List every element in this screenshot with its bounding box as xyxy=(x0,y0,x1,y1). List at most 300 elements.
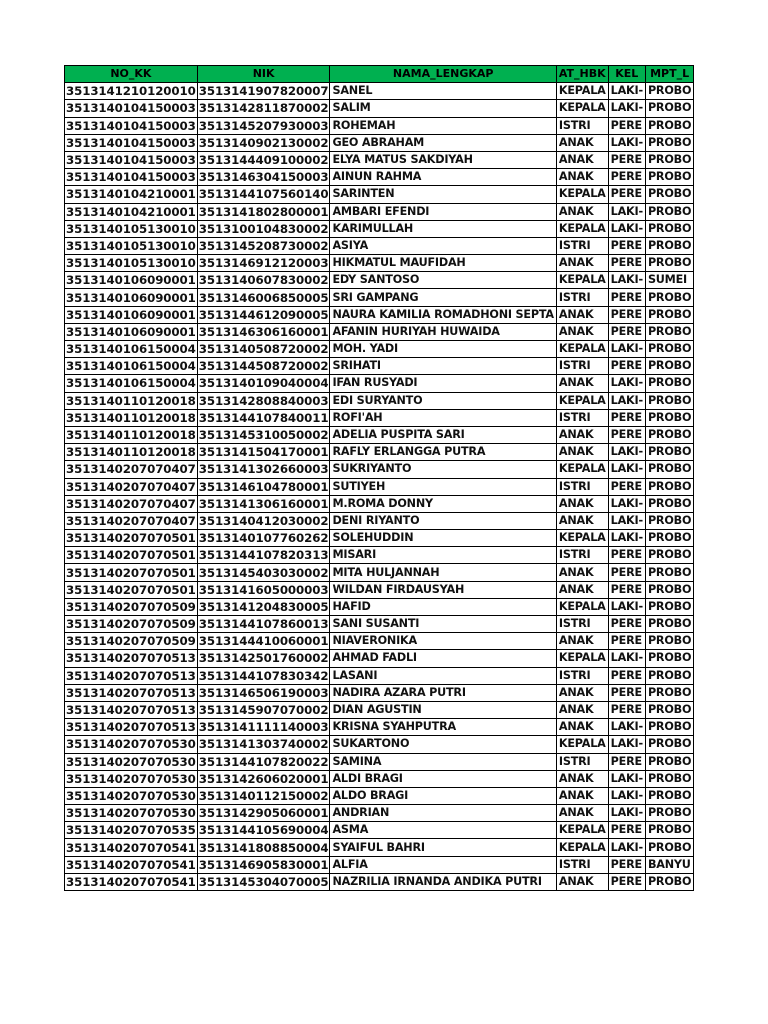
cell-nama-lengkap[interactable]: ALDO BRAGI xyxy=(330,787,556,804)
cell-nik[interactable]: 3513100104830002 xyxy=(198,221,329,236)
cell-tempat-lahir[interactable]: PROBO xyxy=(645,564,693,581)
cell-nama-lengkap[interactable]: MISARI xyxy=(330,547,556,564)
cell-tempat-lahir[interactable]: BANYU xyxy=(645,856,693,873)
cell-tempat-lahir[interactable]: PROBO xyxy=(645,753,693,770)
table-row xyxy=(65,117,694,134)
cell-nik[interactable]: 3513144105690004 xyxy=(198,823,329,838)
cell-nama-lengkap[interactable]: NADIRA AZARA PUTRI xyxy=(330,684,556,701)
cell-no-kk[interactable]: 3513140207070513 xyxy=(66,651,196,666)
cell-nama-lengkap[interactable]: ALDI BRAGI xyxy=(330,770,556,787)
cell-nik[interactable]: 3513141302660003 xyxy=(198,462,329,477)
cell-status-hubungan[interactable]: ANAK xyxy=(556,512,608,529)
cell-tempat-lahir[interactable]: SUMEI xyxy=(645,272,693,289)
cell-nama-lengkap[interactable]: GEO ABRAHAM xyxy=(330,134,556,151)
cell-jenis-kelamin[interactable]: LAKI- xyxy=(608,134,645,151)
table-row xyxy=(65,255,694,272)
cell-jenis-kelamin[interactable]: LAKI- xyxy=(608,461,645,478)
cell-nik[interactable]: 3513146006850005 xyxy=(198,290,329,305)
cell-nik[interactable]: 3513145310050002 xyxy=(198,428,329,443)
cell-jenis-kelamin[interactable]: PERE xyxy=(608,547,645,564)
cell-no-kk[interactable]: 3513140104150003 xyxy=(66,153,196,168)
cell-tempat-lahir[interactable]: PROBO xyxy=(645,787,693,804)
cell-jenis-kelamin[interactable]: PERE xyxy=(608,616,645,633)
cell-nama-lengkap[interactable]: ELYA MATUS SAKDIYAH xyxy=(330,151,556,168)
cell-nik[interactable]: 3513141306160001 xyxy=(198,496,329,511)
cell-nama-lengkap[interactable]: ANDRIAN xyxy=(330,805,556,822)
cell-nik[interactable]: 3513141605000003 xyxy=(198,582,329,597)
cell-nama-lengkap[interactable]: M.ROMA DONNY xyxy=(330,495,556,512)
cell-tempat-lahir[interactable]: PROBO xyxy=(645,684,693,701)
cell-nik[interactable]: 3513144107860013 xyxy=(198,617,329,632)
cell-status-hubungan[interactable]: ANAK xyxy=(556,581,608,598)
cell-nama-lengkap[interactable]: NAURA KAMILIA ROMADHONI SEPTA xyxy=(330,306,556,323)
cell-no-kk[interactable]: 3513140104150003 xyxy=(66,170,196,185)
cell-nama-lengkap[interactable]: HAFID xyxy=(330,598,556,615)
cell-status-hubungan[interactable]: ISTRI xyxy=(556,409,608,426)
cell-nik[interactable]: 3513146104780001 xyxy=(198,479,329,494)
cell-tempat-lahir[interactable]: PROBO xyxy=(645,375,693,392)
cell-tempat-lahir[interactable]: PROBO xyxy=(645,495,693,512)
cell-nama-lengkap[interactable]: SUKARTONO xyxy=(330,736,556,753)
cell-nama-lengkap[interactable]: MITA HULJANNAH xyxy=(330,564,556,581)
table-row xyxy=(65,83,694,100)
cell-jenis-kelamin[interactable]: PERE xyxy=(608,753,645,770)
cell-status-hubungan[interactable]: ANAK xyxy=(556,306,608,323)
cell-nik[interactable]: 3513140112150002 xyxy=(198,788,329,803)
cell-nama-lengkap[interactable]: SANEL xyxy=(330,83,556,100)
cell-nama-lengkap[interactable]: NIAVERONIKA xyxy=(330,633,556,650)
cell-tempat-lahir[interactable]: PROBO xyxy=(645,237,693,254)
cell-nama-lengkap[interactable]: DIAN AGUSTIN xyxy=(330,701,556,718)
cell-no-kk[interactable]: 3513140106150004 xyxy=(66,359,196,374)
cell-status-hubungan[interactable]: ANAK xyxy=(556,134,608,151)
table-row xyxy=(65,684,694,701)
cell-no-kk[interactable]: 3513140207070501 xyxy=(66,582,196,597)
table-row xyxy=(65,547,694,564)
cell-nik[interactable]: 3513144107820313 xyxy=(198,548,329,563)
cell-nama-lengkap[interactable]: ROHEMAH xyxy=(330,117,556,134)
cell-status-hubungan[interactable]: KEPALA xyxy=(556,822,608,839)
cell-nama-lengkap[interactable]: DENI RIYANTO xyxy=(330,512,556,529)
cell-jenis-kelamin[interactable]: LAKI- xyxy=(608,220,645,237)
cell-no-kk[interactable]: 3513140110120018 xyxy=(66,445,196,460)
column-header-jenis-kelamin[interactable]: KEL xyxy=(608,66,645,83)
cell-no-kk[interactable]: 3513140104150003 xyxy=(66,135,196,150)
cell-nama-lengkap[interactable]: SUTIYEH xyxy=(330,478,556,495)
cell-tempat-lahir[interactable]: PROBO xyxy=(645,392,693,409)
cell-status-hubungan[interactable]: KEPALA xyxy=(556,598,608,615)
cell-tempat-lahir[interactable]: PROBO xyxy=(645,822,693,839)
cell-tempat-lahir[interactable]: PROBO xyxy=(645,530,693,547)
cell-no-kk[interactable]: 3513140207070513 xyxy=(66,668,196,683)
cell-jenis-kelamin[interactable]: PERE xyxy=(608,289,645,306)
cell-nik[interactable]: 3513142905060001 xyxy=(198,806,329,821)
cell-nik[interactable]: 3513146506190003 xyxy=(198,685,329,700)
cell-no-kk[interactable]: 3513140207070509 xyxy=(66,634,196,649)
cell-nik[interactable]: 3513145907070002 xyxy=(198,703,329,718)
cell-nik[interactable]: 3513145403030002 xyxy=(198,565,329,580)
cell-nik[interactable]: 3513140107760262 xyxy=(198,531,329,546)
cell-nik[interactable]: 3513140412030002 xyxy=(198,513,329,528)
cell-no-kk[interactable]: 3513140207070541 xyxy=(66,857,196,872)
cell-jenis-kelamin[interactable]: PERE xyxy=(608,701,645,718)
cell-status-hubungan[interactable]: ANAK xyxy=(556,719,608,736)
cell-status-hubungan[interactable]: KEPALA xyxy=(556,650,608,667)
cell-jenis-kelamin[interactable]: PERE xyxy=(608,667,645,684)
cell-status-hubungan[interactable]: KEPALA xyxy=(556,83,608,100)
cell-status-hubungan[interactable]: ANAK xyxy=(556,805,608,822)
cell-nik[interactable]: 3513141504170001 xyxy=(198,445,329,460)
cell-nik[interactable]: 3513140508720002 xyxy=(198,342,329,357)
cell-status-hubungan[interactable]: ANAK xyxy=(556,787,608,804)
cell-nama-lengkap[interactable]: HIKMATUL MAUFIDAH xyxy=(330,255,556,272)
cell-jenis-kelamin[interactable]: LAKI- xyxy=(608,392,645,409)
cell-tempat-lahir[interactable]: PROBO xyxy=(645,547,693,564)
cell-nik[interactable]: 3513141907820007 xyxy=(198,84,329,99)
cell-jenis-kelamin[interactable]: LAKI- xyxy=(608,736,645,753)
cell-status-hubungan[interactable]: ANAK xyxy=(556,444,608,461)
cell-no-kk[interactable]: 3513140207070407 xyxy=(66,462,196,477)
cell-nama-lengkap[interactable]: NAZRILIA IRNANDA ANDIKA PUTRI xyxy=(330,873,556,890)
cell-tempat-lahir[interactable]: PROBO xyxy=(645,255,693,272)
cell-status-hubungan[interactable]: ANAK xyxy=(556,770,608,787)
cell-nik[interactable]: 3513144107830342 xyxy=(198,668,329,683)
cell-no-kk[interactable]: 3513140207070407 xyxy=(66,513,196,528)
cell-tempat-lahir[interactable]: PROBO xyxy=(645,719,693,736)
cell-nama-lengkap[interactable]: ASMA xyxy=(330,822,556,839)
cell-jenis-kelamin[interactable]: LAKI- xyxy=(608,839,645,856)
cell-nama-lengkap[interactable]: RAFLY ERLANGGA PUTRA xyxy=(330,444,556,461)
cell-tempat-lahir[interactable]: PROBO xyxy=(645,289,693,306)
cell-tempat-lahir[interactable]: PROBO xyxy=(645,873,693,890)
cell-no-kk[interactable]: 3513140207070530 xyxy=(66,788,196,803)
table-row xyxy=(65,358,694,375)
cell-nik[interactable]: 3513145208730002 xyxy=(198,238,329,253)
cell-status-hubungan[interactable]: ISTRI xyxy=(556,856,608,873)
cell-tempat-lahir[interactable]: PROBO xyxy=(645,616,693,633)
cell-tempat-lahir[interactable]: PROBO xyxy=(645,633,693,650)
cell-tempat-lahir[interactable]: PROBO xyxy=(645,461,693,478)
cell-status-hubungan[interactable]: ANAK xyxy=(556,873,608,890)
cell-jenis-kelamin[interactable]: PERE xyxy=(608,306,645,323)
cell-status-hubungan[interactable]: ANAK xyxy=(556,564,608,581)
cell-status-hubungan[interactable]: KEPALA xyxy=(556,530,608,547)
cell-jenis-kelamin[interactable]: LAKI- xyxy=(608,375,645,392)
cell-nik[interactable]: 3513141111140003 xyxy=(198,720,329,735)
cell-status-hubungan[interactable]: ISTRI xyxy=(556,478,608,495)
cell-tempat-lahir[interactable]: PROBO xyxy=(645,169,693,186)
cell-no-kk[interactable]: 3513140104210001 xyxy=(66,204,196,219)
cell-jenis-kelamin[interactable]: PERE xyxy=(608,255,645,272)
cell-nik[interactable]: 3513144107840011 xyxy=(198,410,329,425)
cell-tempat-lahir[interactable]: PROBO xyxy=(645,581,693,598)
table-row xyxy=(65,736,694,753)
cell-nik[interactable]: 3513146304150003 xyxy=(198,170,329,185)
cell-status-hubungan[interactable]: ANAK xyxy=(556,426,608,443)
cell-tempat-lahir[interactable]: PROBO xyxy=(645,358,693,375)
cell-no-kk[interactable]: 3513140207070530 xyxy=(66,754,196,769)
cell-nama-lengkap[interactable]: ADELIA PUSPITA SARI xyxy=(330,426,556,443)
cell-no-kk[interactable]: 3513140207070509 xyxy=(66,617,196,632)
cell-nik[interactable]: 3513144410060001 xyxy=(198,634,329,649)
cell-status-hubungan[interactable]: ANAK xyxy=(556,495,608,512)
cell-jenis-kelamin[interactable]: PERE xyxy=(608,426,645,443)
cell-no-kk[interactable]: 3513140106150004 xyxy=(66,376,196,391)
cell-nik[interactable]: 3513144107820022 xyxy=(198,754,329,769)
cell-nama-lengkap[interactable]: IFAN RUSYADI xyxy=(330,375,556,392)
cell-nik[interactable]: 3513140607830002 xyxy=(198,273,329,288)
cell-no-kk[interactable]: 3513140207070513 xyxy=(66,720,196,735)
cell-nama-lengkap[interactable]: AMBARI EFENDI xyxy=(330,203,556,220)
cell-jenis-kelamin[interactable]: LAKI- xyxy=(608,203,645,220)
cell-jenis-kelamin[interactable]: PERE xyxy=(608,478,645,495)
cell-jenis-kelamin[interactable]: LAKI- xyxy=(608,512,645,529)
column-header-nama-lengkap[interactable]: NAMA_LENGKAP xyxy=(330,66,556,83)
table-row xyxy=(65,289,694,306)
table-row xyxy=(65,787,694,804)
cell-jenis-kelamin[interactable]: LAKI- xyxy=(608,719,645,736)
column-header-tempat-lahir[interactable]: MPT_L xyxy=(645,66,693,83)
cell-nik[interactable]: 3513144612090005 xyxy=(198,307,329,322)
cell-status-hubungan[interactable]: KEPALA xyxy=(556,100,608,117)
cell-no-kk[interactable]: 3513140110120018 xyxy=(66,410,196,425)
cell-status-hubungan[interactable]: ISTRI xyxy=(556,616,608,633)
cell-status-hubungan[interactable]: KEPALA xyxy=(556,839,608,856)
cell-tempat-lahir[interactable]: PROBO xyxy=(645,323,693,340)
cell-nik[interactable]: 3513145304070005 xyxy=(198,874,329,889)
cell-status-hubungan[interactable]: ANAK xyxy=(556,375,608,392)
cell-nama-lengkap[interactable]: MOH. YADI xyxy=(330,341,556,358)
cell-nik[interactable]: 3513142808840003 xyxy=(198,393,329,408)
cell-nik[interactable]: 3513141204830005 xyxy=(198,599,329,614)
cell-no-kk[interactable]: 3513140207070541 xyxy=(66,874,196,889)
cell-jenis-kelamin[interactable]: PERE xyxy=(608,633,645,650)
cell-nik[interactable]: 3513144409100002 xyxy=(198,153,329,168)
cell-no-kk[interactable]: 3513140207070509 xyxy=(66,599,196,614)
cell-jenis-kelamin[interactable]: PERE xyxy=(608,564,645,581)
cell-jenis-kelamin[interactable]: PERE xyxy=(608,169,645,186)
cell-tempat-lahir[interactable]: PROBO xyxy=(645,83,693,100)
cell-status-hubungan[interactable]: ANAK xyxy=(556,169,608,186)
cell-no-kk[interactable]: 3513140104150003 xyxy=(66,118,196,133)
cell-jenis-kelamin[interactable]: LAKI- xyxy=(608,805,645,822)
cell-status-hubungan[interactable]: ANAK xyxy=(556,323,608,340)
cell-status-hubungan[interactable]: ISTRI xyxy=(556,667,608,684)
cell-no-kk[interactable]: 3513140110120018 xyxy=(66,393,196,408)
cell-jenis-kelamin[interactable]: LAKI- xyxy=(608,272,645,289)
cell-nik[interactable]: 3513141808850004 xyxy=(198,840,329,855)
table-row xyxy=(65,478,694,495)
cell-tempat-lahir[interactable]: PROBO xyxy=(645,186,693,203)
table-row xyxy=(65,237,694,254)
cell-tempat-lahir[interactable]: PROBO xyxy=(645,409,693,426)
cell-nik[interactable]: 3513146306160001 xyxy=(198,324,329,339)
cell-no-kk[interactable]: 3513140207070501 xyxy=(66,531,196,546)
cell-tempat-lahir[interactable]: PROBO xyxy=(645,478,693,495)
cell-jenis-kelamin[interactable]: LAKI- xyxy=(608,83,645,100)
cell-nik[interactable]: 3513141303740002 xyxy=(198,737,329,752)
cell-tempat-lahir[interactable]: PROBO xyxy=(645,426,693,443)
cell-nama-lengkap[interactable]: AINUN RAHMA xyxy=(330,169,556,186)
cell-tempat-lahir[interactable]: PROBO xyxy=(645,117,693,134)
cell-nama-lengkap[interactable]: AHMAD FADLI xyxy=(330,650,556,667)
cell-nik[interactable]: 3513142811870002 xyxy=(198,101,329,116)
cell-nama-lengkap[interactable]: LASANI xyxy=(330,667,556,684)
cell-jenis-kelamin[interactable]: LAKI- xyxy=(608,495,645,512)
cell-tempat-lahir[interactable]: PROBO xyxy=(645,805,693,822)
column-header-no-kk[interactable]: NO_KK xyxy=(65,66,198,83)
cell-jenis-kelamin[interactable]: LAKI- xyxy=(608,787,645,804)
cell-jenis-kelamin[interactable]: LAKI- xyxy=(608,100,645,117)
cell-nama-lengkap[interactable]: KARIMULLAH xyxy=(330,220,556,237)
cell-nama-lengkap[interactable]: ALFIA xyxy=(330,856,556,873)
cell-nama-lengkap[interactable]: SRI GAMPANG xyxy=(330,289,556,306)
cell-status-hubungan[interactable]: KEPALA xyxy=(556,220,608,237)
cell-no-kk[interactable]: 3513140110120018 xyxy=(66,428,196,443)
cell-tempat-lahir[interactable]: PROBO xyxy=(645,598,693,615)
cell-nik[interactable]: 3513142501760002 xyxy=(198,651,329,666)
cell-tempat-lahir[interactable]: PROBO xyxy=(645,444,693,461)
cell-jenis-kelamin[interactable]: PERE xyxy=(608,873,645,890)
cell-tempat-lahir[interactable]: PROBO xyxy=(645,650,693,667)
cell-nama-lengkap[interactable]: WILDAN FIRDAUSYAH xyxy=(330,581,556,598)
cell-jenis-kelamin[interactable]: PERE xyxy=(608,581,645,598)
cell-no-kk[interactable]: 3513140207070530 xyxy=(66,771,196,786)
cell-nik[interactable]: 3513145207930003 xyxy=(198,118,329,133)
cell-status-hubungan[interactable]: ANAK xyxy=(556,203,608,220)
cell-nama-lengkap[interactable]: KRISNA SYAHPUTRA xyxy=(330,719,556,736)
cell-no-kk[interactable]: 3513140207070535 xyxy=(66,823,196,838)
cell-no-kk[interactable]: 3513140106090001 xyxy=(66,324,196,339)
cell-tempat-lahir[interactable]: PROBO xyxy=(645,134,693,151)
cell-status-hubungan[interactable]: KEPALA xyxy=(556,341,608,358)
cell-nik[interactable]: 3513146905830001 xyxy=(198,857,329,872)
cell-nama-lengkap[interactable]: SYAIFUL BAHRI xyxy=(330,839,556,856)
cell-jenis-kelamin[interactable]: PERE xyxy=(608,186,645,203)
cell-jenis-kelamin[interactable]: PERE xyxy=(608,409,645,426)
cell-jenis-kelamin[interactable]: PERE xyxy=(608,237,645,254)
cell-status-hubungan[interactable]: ANAK xyxy=(556,684,608,701)
cell-status-hubungan[interactable]: ISTRI xyxy=(556,289,608,306)
cell-status-hubungan[interactable]: ISTRI xyxy=(556,237,608,254)
cell-tempat-lahir[interactable]: PROBO xyxy=(645,667,693,684)
cell-jenis-kelamin[interactable]: LAKI- xyxy=(608,444,645,461)
cell-no-kk[interactable]: 3513140106090001 xyxy=(66,307,196,322)
cell-nama-lengkap[interactable]: SALIM xyxy=(330,100,556,117)
cell-no-kk[interactable]: 3513140207070501 xyxy=(66,565,196,580)
cell-tempat-lahir[interactable]: PROBO xyxy=(645,701,693,718)
cell-nama-lengkap[interactable]: SUKRIYANTO xyxy=(330,461,556,478)
cell-no-kk[interactable]: 3513140207070501 xyxy=(66,548,196,563)
cell-nik[interactable]: 3513142606020001 xyxy=(198,771,329,786)
cell-tempat-lahir[interactable]: PROBO xyxy=(645,512,693,529)
cell-status-hubungan[interactable]: ISTRI xyxy=(556,547,608,564)
cell-nama-lengkap[interactable]: SARINTEN xyxy=(330,186,556,203)
cell-nama-lengkap[interactable]: SAMINA xyxy=(330,753,556,770)
cell-no-kk[interactable]: 3513141210120010 xyxy=(66,84,196,99)
cell-status-hubungan[interactable]: ISTRI xyxy=(556,753,608,770)
cell-nik[interactable]: 3513140902130002 xyxy=(198,135,329,150)
cell-jenis-kelamin[interactable]: PERE xyxy=(608,151,645,168)
cell-no-kk[interactable]: 3513140207070407 xyxy=(66,479,196,494)
cell-no-kk[interactable]: 3513140207070513 xyxy=(66,703,196,718)
cell-tempat-lahir[interactable]: PROBO xyxy=(645,736,693,753)
column-header-nik[interactable]: NIK xyxy=(197,66,330,83)
cell-nama-lengkap[interactable]: SANI SUSANTI xyxy=(330,616,556,633)
cell-jenis-kelamin[interactable]: LAKI- xyxy=(608,530,645,547)
cell-nama-lengkap[interactable]: EDY SANTOSO xyxy=(330,272,556,289)
cell-nik[interactable]: 3513146912120003 xyxy=(198,256,329,271)
cell-nama-lengkap[interactable]: SOLEHUDDIN xyxy=(330,530,556,547)
cell-no-kk[interactable]: 3513140106090001 xyxy=(66,290,196,305)
cell-jenis-kelamin[interactable]: LAKI- xyxy=(608,341,645,358)
cell-no-kk[interactable]: 3513140105130010 xyxy=(66,238,196,253)
cell-tempat-lahir[interactable]: PROBO xyxy=(645,341,693,358)
cell-jenis-kelamin[interactable]: PERE xyxy=(608,358,645,375)
cell-jenis-kelamin[interactable]: PERE xyxy=(608,822,645,839)
cell-no-kk[interactable]: 3513140207070407 xyxy=(66,496,196,511)
cell-no-kk[interactable]: 3513140104150003 xyxy=(66,101,196,116)
cell-tempat-lahir[interactable]: PROBO xyxy=(645,770,693,787)
cell-nama-lengkap[interactable]: AFANIN HURIYAH HUWAIDA xyxy=(330,323,556,340)
cell-no-kk[interactable]: 3513140207070530 xyxy=(66,806,196,821)
cell-jenis-kelamin[interactable]: LAKI- xyxy=(608,770,645,787)
cell-status-hubungan[interactable]: ISTRI xyxy=(556,117,608,134)
cell-status-hubungan[interactable]: ANAK xyxy=(556,633,608,650)
cell-jenis-kelamin[interactable]: LAKI- xyxy=(608,650,645,667)
cell-tempat-lahir[interactable]: PROBO xyxy=(645,306,693,323)
cell-status-hubungan[interactable]: KEPALA xyxy=(556,461,608,478)
cell-no-kk[interactable]: 3513140105130010 xyxy=(66,221,196,236)
cell-tempat-lahir[interactable]: PROBO xyxy=(645,151,693,168)
cell-status-hubungan[interactable]: ANAK xyxy=(556,255,608,272)
cell-status-hubungan[interactable]: KEPALA xyxy=(556,272,608,289)
column-header-status-hubungan[interactable]: AT_HBK xyxy=(556,66,608,83)
table-row xyxy=(65,341,694,358)
cell-status-hubungan[interactable]: KEPALA xyxy=(556,186,608,203)
cell-no-kk[interactable]: 3513140106090001 xyxy=(66,273,196,288)
cell-nik[interactable]: 3513140109040004 xyxy=(198,376,329,391)
cell-tempat-lahir[interactable]: PROBO xyxy=(645,220,693,237)
cell-status-hubungan[interactable]: ANAK xyxy=(556,701,608,718)
cell-nama-lengkap[interactable]: SRIHATI xyxy=(330,358,556,375)
cell-no-kk[interactable]: 3513140104210001 xyxy=(66,187,196,202)
cell-status-hubungan[interactable]: KEPALA xyxy=(556,736,608,753)
cell-status-hubungan[interactable]: KEPALA xyxy=(556,392,608,409)
cell-jenis-kelamin[interactable]: PERE xyxy=(608,856,645,873)
cell-nama-lengkap[interactable]: EDI SURYANTO xyxy=(330,392,556,409)
cell-nik[interactable]: 3513144107560140 xyxy=(198,187,329,202)
cell-nama-lengkap[interactable]: ASIYA xyxy=(330,237,556,254)
cell-no-kk[interactable]: 3513140207070530 xyxy=(66,737,196,752)
cell-nik[interactable]: 3513141802800001 xyxy=(198,204,329,219)
cell-jenis-kelamin[interactable]: PERE xyxy=(608,117,645,134)
cell-jenis-kelamin[interactable]: PERE xyxy=(608,684,645,701)
cell-no-kk[interactable]: 3513140106150004 xyxy=(66,342,196,357)
cell-tempat-lahir[interactable]: PROBO xyxy=(645,203,693,220)
cell-nama-lengkap[interactable]: ROFI'AH xyxy=(330,409,556,426)
cell-tempat-lahir[interactable]: PROBO xyxy=(645,100,693,117)
cell-tempat-lahir[interactable]: PROBO xyxy=(645,839,693,856)
cell-status-hubungan[interactable]: ISTRI xyxy=(556,358,608,375)
cell-no-kk[interactable]: 3513140207070513 xyxy=(66,685,196,700)
cell-status-hubungan[interactable]: ANAK xyxy=(556,151,608,168)
cell-nik[interactable]: 3513144508720002 xyxy=(198,359,329,374)
cell-no-kk[interactable]: 3513140207070541 xyxy=(66,840,196,855)
cell-jenis-kelamin[interactable]: PERE xyxy=(608,323,645,340)
cell-jenis-kelamin[interactable]: LAKI- xyxy=(608,598,645,615)
cell-no-kk[interactable]: 3513140105130010 xyxy=(66,256,196,271)
